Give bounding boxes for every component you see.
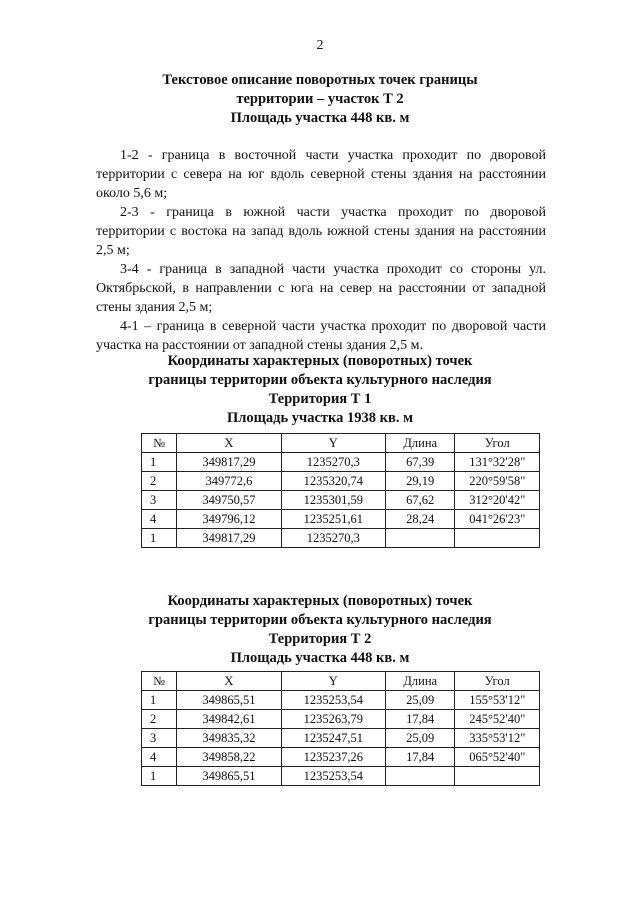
table-row xyxy=(142,510,540,529)
table-row xyxy=(142,472,540,491)
bearing-angle: 335°53'12" xyxy=(455,729,540,748)
point-number: 1 xyxy=(142,529,177,548)
x-coordinate: 349796,12 xyxy=(177,510,282,529)
point-number: 2 xyxy=(142,472,177,491)
x-coordinate: 349842,61 xyxy=(177,710,282,729)
coordinates-table-t2 xyxy=(141,671,540,786)
segment-length: 25,09 xyxy=(385,691,455,710)
column-header: № xyxy=(142,672,177,691)
boundary-paragraph: 3-4 - граница в западной части участка проходит со стороны ул. Октябрьской, в направлении с юга на север на расстоянии от западной стены здания 2,5 м; xyxy=(96,262,546,315)
y-coordinate: 1235301,59 xyxy=(281,491,385,510)
table-row xyxy=(142,491,540,510)
y-coordinate: 1235270,3 xyxy=(281,529,385,548)
segment-length: 25,09 xyxy=(385,729,455,748)
column-header: X xyxy=(177,434,282,453)
bearing-angle: 312°20'42" xyxy=(455,491,540,510)
heading-line: границы территории объекта культурного наследия xyxy=(148,372,492,388)
table-row xyxy=(142,453,540,472)
table-row xyxy=(142,729,540,748)
point-number: 3 xyxy=(142,491,177,510)
y-coordinate: 1235247,51 xyxy=(281,729,385,748)
point-number: 2 xyxy=(142,710,177,729)
segment-length: 67,62 xyxy=(385,491,455,510)
boundary-paragraph: 1-2 - граница в восточной части участка проходит по дворовой территории с севера на юг вдоль северной стены здания на расстоянии около 5,6 м; xyxy=(96,148,546,201)
table-header-row xyxy=(142,434,540,453)
bearing-angle: 220°59'58" xyxy=(455,472,540,491)
y-coordinate: 1235253,54 xyxy=(281,767,385,786)
point-number: 4 xyxy=(142,748,177,767)
description-heading xyxy=(0,71,640,128)
segment-length: 67,39 xyxy=(385,453,455,472)
segment-length: 28,24 xyxy=(385,510,455,529)
x-coordinate: 349865,51 xyxy=(177,691,282,710)
x-coordinate: 349772,6 xyxy=(177,472,282,491)
x-coordinate: 349835,32 xyxy=(177,729,282,748)
segment-length xyxy=(385,529,455,548)
coordinates-table-t1 xyxy=(141,433,540,548)
column-header: Угол xyxy=(455,434,540,453)
bearing-angle: 041°26'23" xyxy=(455,510,540,529)
heading-line: Площадь участка 448 кв. м xyxy=(230,650,410,666)
column-header: Y xyxy=(281,434,385,453)
x-coordinate: 349817,29 xyxy=(177,529,282,548)
table-row xyxy=(142,748,540,767)
bearing-angle: 245°52'40" xyxy=(455,710,540,729)
column-header: X xyxy=(177,672,282,691)
segment-length: 17,84 xyxy=(385,748,455,767)
heading-line: Территория Т 2 xyxy=(268,631,372,647)
x-coordinate: 349865,51 xyxy=(177,767,282,786)
y-coordinate: 1235237,26 xyxy=(281,748,385,767)
point-number: 1 xyxy=(142,453,177,472)
column-header: Y xyxy=(281,672,385,691)
point-number: 1 xyxy=(142,767,177,786)
table-row xyxy=(142,691,540,710)
heading-line: Площадь участка 1938 кв. м xyxy=(227,410,413,426)
column-header: Длина xyxy=(385,672,455,691)
y-coordinate: 1235270,3 xyxy=(281,453,385,472)
y-coordinate: 1235263,79 xyxy=(281,710,385,729)
x-coordinate: 349817,29 xyxy=(177,453,282,472)
heading-line: территории – участок Т 2 xyxy=(236,91,404,107)
table-row xyxy=(142,767,540,786)
bearing-angle xyxy=(455,767,540,786)
boundary-paragraph: 2-3 - граница в южной части участка проходит по дворовой территории с востока на запад вдоль южной стены здания на расстоянии 2,5 м; xyxy=(96,205,546,258)
y-coordinate: 1235251,61 xyxy=(281,510,385,529)
heading-line: Координаты характерных (поворотных) точек xyxy=(167,593,473,609)
x-coordinate: 349750,57 xyxy=(177,491,282,510)
table-row xyxy=(142,710,540,729)
heading-line: Текстовое описание поворотных точек границы xyxy=(162,72,478,88)
y-coordinate: 1235253,54 xyxy=(281,691,385,710)
heading-line: Координаты характерных (поворотных) точек xyxy=(167,353,473,369)
segment-length: 29,19 xyxy=(385,472,455,491)
page-number: 2 xyxy=(316,38,324,53)
t1-heading xyxy=(0,352,640,428)
boundary-paragraph: 4-1 – граница в северной части участка проходит по дворовой части участка на расстоянии от западной стены здания 2,5 м. xyxy=(96,319,546,353)
table-row xyxy=(142,529,540,548)
t2-heading xyxy=(0,592,640,668)
point-number: 3 xyxy=(142,729,177,748)
heading-line: Территория Т 1 xyxy=(268,391,372,407)
bearing-angle: 065°52'40" xyxy=(455,748,540,767)
column-header: Угол xyxy=(455,672,540,691)
heading-line: границы территории объекта культурного наследия xyxy=(148,612,492,628)
column-header: № xyxy=(142,434,177,453)
point-number: 1 xyxy=(142,691,177,710)
x-coordinate: 349858,22 xyxy=(177,748,282,767)
segment-length: 17,84 xyxy=(385,710,455,729)
point-number: 4 xyxy=(142,510,177,529)
column-header: Длина xyxy=(385,434,455,453)
heading-line: Площадь участка 448 кв. м xyxy=(230,110,410,126)
bearing-angle: 131°32'28" xyxy=(455,453,540,472)
y-coordinate: 1235320,74 xyxy=(281,472,385,491)
bearing-angle: 155°53'12" xyxy=(455,691,540,710)
table-header-row xyxy=(142,672,540,691)
bearing-angle xyxy=(455,529,540,548)
segment-length xyxy=(385,767,455,786)
